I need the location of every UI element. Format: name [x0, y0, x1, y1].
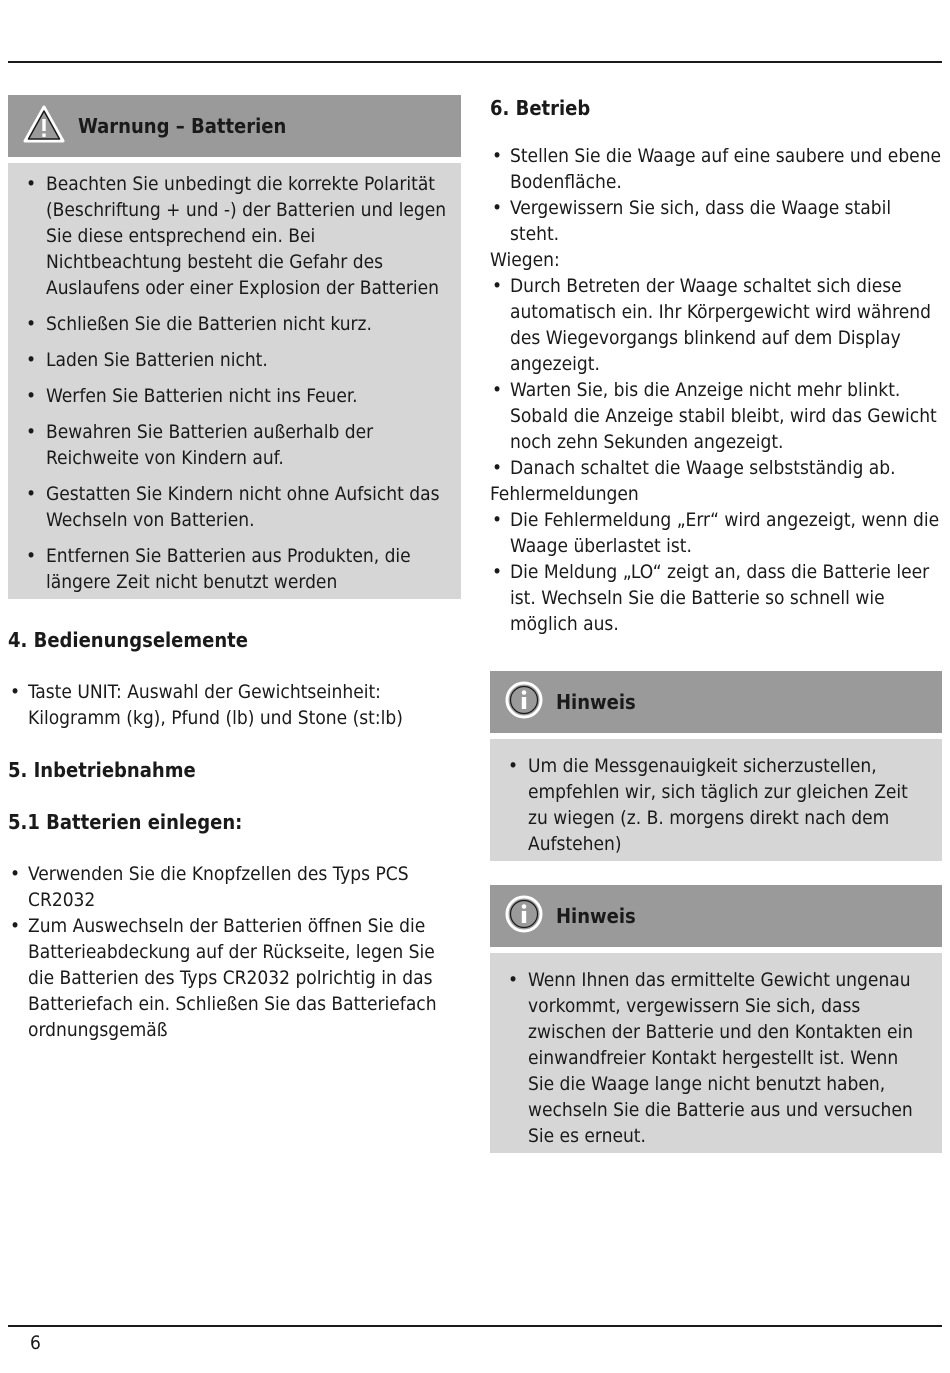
list-item: • Die Meldung „LO“ zeigt an, dass die Batterie leer ist. Wechseln Sie die Batterie so schnell wie möglich aus.: [490, 559, 942, 637]
note-2-body: [490, 953, 942, 1153]
left-column: [8, 95, 461, 1043]
right-column: [490, 95, 942, 1153]
fehler-label: Fehlermeldungen: [490, 483, 639, 505]
warning-triangle-icon: [22, 104, 66, 149]
section-6-list-a: [490, 143, 942, 247]
note-2-header: [490, 885, 942, 947]
note-1-title: Hinweis: [556, 690, 636, 714]
list-item: • Stellen Sie die Waage auf eine saubere und ebene Bodenfläche.: [490, 143, 942, 195]
list-item: • Bewahren Sie Batterien außerhalb der Reichweite von Kindern auf.: [22, 419, 447, 471]
note-1-body: [490, 739, 942, 861]
list-item: • Gestatten Sie Kindern nicht ohne Aufsicht das Wechseln von Batterien.: [22, 481, 447, 533]
top-rule: [8, 61, 942, 63]
warning-box: [8, 95, 461, 599]
warning-title: Warnung – Batterien: [78, 114, 287, 138]
bottom-rule: [8, 1325, 942, 1327]
list-item: • Schließen Sie die Batterien nicht kurz.: [22, 311, 447, 337]
section-5-1-list: [8, 861, 461, 1043]
warning-list: [22, 171, 447, 595]
list-item: • Um die Messgenauigkeit sicherzustellen, empfehlen wir, sich täglich zur gleichen Zeit zu wiegen (z. B. morgens direkt nach dem Aufstehen): [504, 753, 928, 857]
list-item: • Zum Auswechseln der Batterien öffnen Sie die Batterieabdeckung auf der Rückseite, legen Sie die Batterien des Typs CR2032 polrichtig in das Batteriefach ein. Schließen Sie das Batteriefach ordnungsgemäß: [8, 913, 461, 1043]
wiegen-label: Wiegen:: [490, 249, 560, 271]
note-box-2: [490, 885, 942, 1153]
list-item: • Wenn Ihnen das ermittelte Gewicht ungenau vorkommt, vergewissern Sie sich, dass zwischen der Batterie und den Kontakten ein einwandfreier Kontakt hergestellt ist. Wenn Sie die Waage lange nicht benutzt haben, wechseln Sie die Batterie aus und versuchen Sie es erneut.: [504, 967, 928, 1149]
section-5-1-heading: 5.1 Batterien einlegen:: [8, 810, 243, 834]
list-item: • Vergewissern Sie sich, dass die Waage stabil steht.: [490, 195, 942, 247]
note-1-list: [504, 753, 928, 857]
warning-body: [8, 163, 461, 599]
list-item: • Danach schaltet die Waage selbstständig ab.: [490, 455, 942, 481]
note-1-header: [490, 671, 942, 733]
section-6-list-c: [490, 507, 942, 637]
info-icon: [504, 894, 544, 939]
note-box-1: [490, 671, 942, 861]
list-item: • Warten Sie, bis die Anzeige nicht mehr blinkt. Sobald die Anzeige stabil bleibt, wird das Gewicht noch zehn Sekunden angezeigt.: [490, 377, 942, 455]
page-number: 6: [30, 1332, 41, 1354]
warning-header: [8, 95, 461, 157]
note-2-title: Hinweis: [556, 904, 636, 928]
list-item: • Taste UNIT: Auswahl der Gewichtseinheit: Kilogramm (kg), Pfund (lb) und Stone (st:lb): [8, 679, 461, 731]
section-4-heading: 4. Bedienungselemente: [8, 628, 248, 652]
note-2-list: [504, 967, 928, 1149]
section-4-list: [8, 679, 461, 731]
list-item: • Werfen Sie Batterien nicht ins Feuer.: [22, 383, 447, 409]
section-6-list-b: [490, 273, 942, 481]
list-item: • Laden Sie Batterien nicht.: [22, 347, 447, 373]
section-5-heading: 5. Inbetriebnahme: [8, 758, 196, 782]
list-item: • Entfernen Sie Batterien aus Produkten, die längere Zeit nicht benutzt werden: [22, 543, 447, 595]
list-item: • Durch Betreten der Waage schaltet sich diese automatisch ein. Ihr Körpergewicht wird während des Wiegevorgangs blinkend auf dem Display angezeigt.: [490, 273, 942, 377]
list-item: • Beachten Sie unbedingt die korrekte Polarität (Beschriftung + und -) der Batterien und legen Sie diese entsprechend ein. Bei Nichtbeachtung besteht die Gefahr des Auslaufens oder einer Explosion der Batterien: [22, 171, 447, 301]
list-item: • Die Fehlermeldung „Err“ wird angezeigt, wenn die Waage überlastet ist.: [490, 507, 942, 559]
section-6-heading: 6. Betrieb: [490, 96, 591, 120]
info-icon: [504, 680, 544, 725]
list-item: • Verwenden Sie die Knopfzellen des Typs PCS CR2032: [8, 861, 461, 913]
